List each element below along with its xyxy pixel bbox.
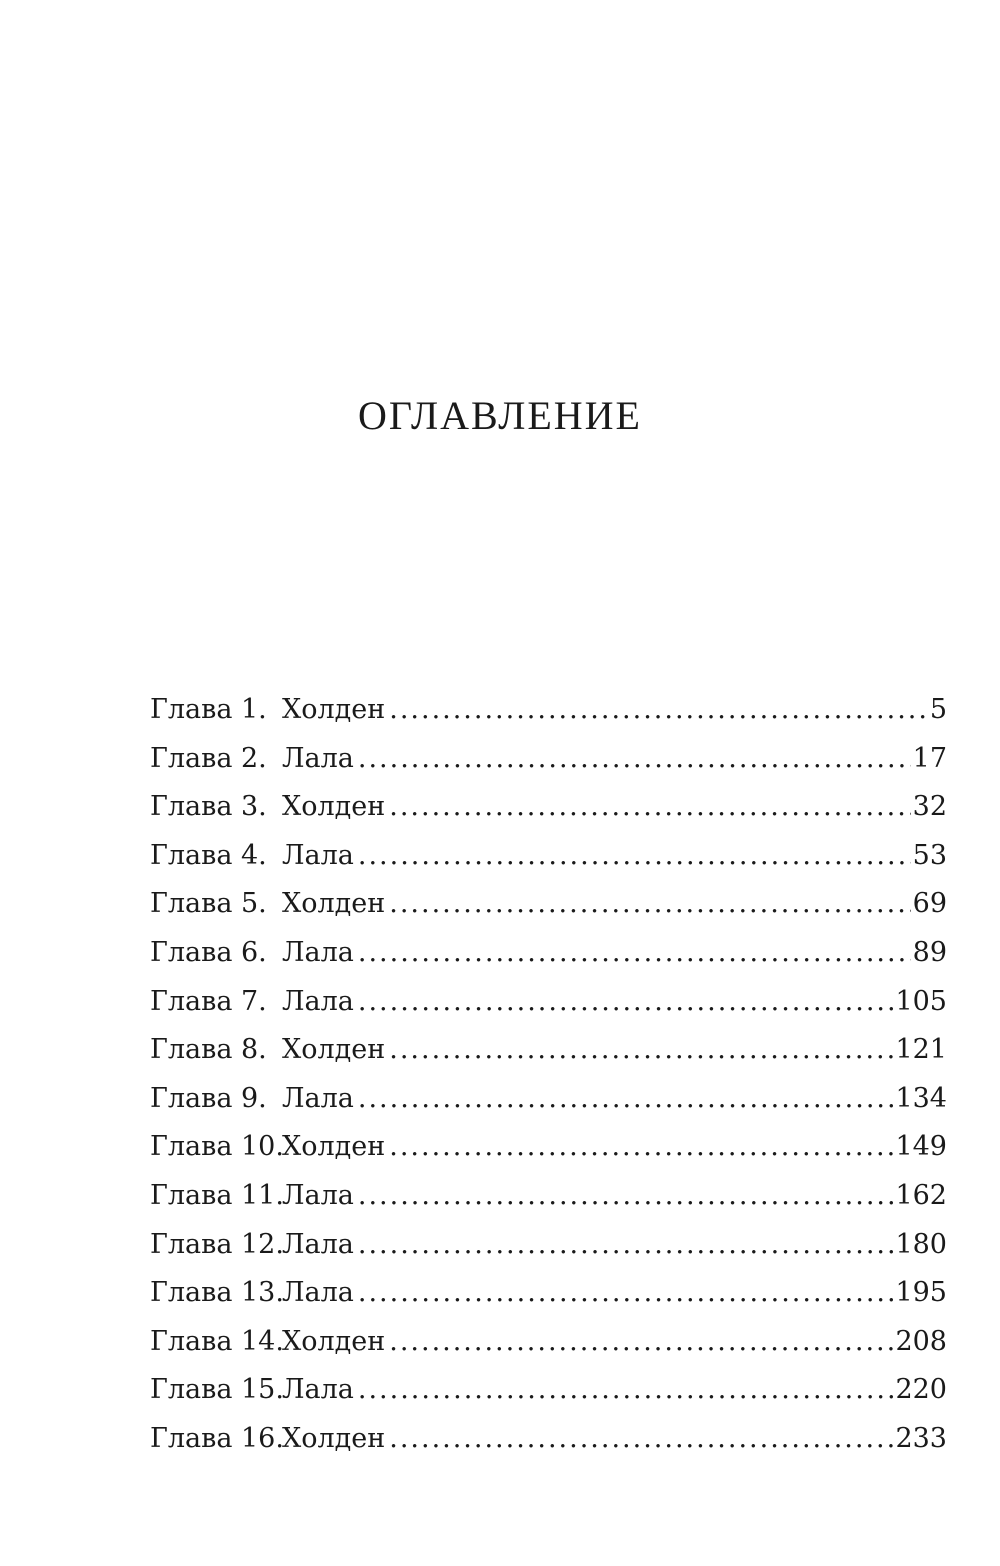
chapter-number: Глава 6. bbox=[150, 936, 267, 968]
chapter-name: Холден bbox=[282, 1034, 386, 1066]
dot-leader bbox=[389, 783, 910, 832]
page-number: 233 bbox=[895, 1422, 947, 1454]
chapter-number: Глава 13. bbox=[150, 1277, 284, 1309]
page-number: 220 bbox=[895, 1374, 947, 1406]
dot-leader bbox=[358, 1221, 894, 1270]
chapter-number: Глава 1. bbox=[150, 694, 267, 725]
dot-leader bbox=[389, 1415, 893, 1464]
page-number: 5 bbox=[929, 694, 947, 725]
page-number: 105 bbox=[895, 985, 947, 1017]
chapter-name: Лала bbox=[282, 1179, 354, 1211]
chapter-number: Глава 16. bbox=[150, 1422, 284, 1454]
chapter-name: Холден bbox=[282, 694, 386, 725]
table-of-contents bbox=[150, 686, 947, 1464]
chapter-name: Лала bbox=[282, 1228, 354, 1260]
toc-entry[interactable] bbox=[150, 880, 947, 929]
chapter-number: Глава 15. bbox=[150, 1374, 284, 1406]
chapter-number: Глава 8. bbox=[150, 1034, 267, 1066]
page-number: 53 bbox=[912, 839, 947, 871]
dot-leader bbox=[358, 978, 894, 1027]
page-number: 162 bbox=[895, 1179, 947, 1211]
dot-leader bbox=[358, 929, 911, 978]
page-number: 149 bbox=[895, 1131, 947, 1163]
dot-leader bbox=[358, 1366, 894, 1415]
dot-leader bbox=[358, 832, 911, 881]
chapter-name: Холден bbox=[282, 1325, 386, 1357]
chapter-name: Лала bbox=[282, 1277, 354, 1309]
toc-entry[interactable] bbox=[150, 1026, 947, 1075]
chapter-name: Лала bbox=[282, 839, 354, 871]
chapter-name: Лала bbox=[282, 742, 354, 774]
chapter-number: Глава 11. bbox=[150, 1179, 284, 1211]
toc-entry[interactable] bbox=[150, 1172, 947, 1221]
dot-leader bbox=[389, 686, 928, 735]
toc-entry[interactable] bbox=[150, 929, 947, 978]
toc-entry[interactable] bbox=[150, 978, 947, 1027]
chapter-number: Глава 3. bbox=[150, 791, 267, 823]
toc-entry[interactable] bbox=[150, 1123, 947, 1172]
chapter-number: Глава 12. bbox=[150, 1228, 284, 1260]
page-number: 69 bbox=[912, 888, 947, 920]
chapter-name: Холден bbox=[282, 1131, 386, 1163]
chapter-number: Глава 14. bbox=[150, 1325, 284, 1357]
chapter-number: Глава 4. bbox=[150, 839, 267, 871]
page-number: 195 bbox=[895, 1277, 947, 1309]
chapter-number: Глава 5. bbox=[150, 888, 267, 920]
chapter-number: Глава 7. bbox=[150, 985, 267, 1017]
chapter-name: Лала bbox=[282, 1374, 354, 1406]
dot-leader bbox=[358, 1172, 894, 1221]
toc-entry[interactable] bbox=[150, 832, 947, 881]
toc-entry[interactable] bbox=[150, 1318, 947, 1367]
chapter-name: Лала bbox=[282, 936, 354, 968]
chapter-name: Холден bbox=[282, 1422, 386, 1454]
toc-entry[interactable] bbox=[150, 1269, 947, 1318]
page-number: 89 bbox=[912, 936, 947, 968]
toc-entry[interactable] bbox=[150, 1415, 947, 1464]
page-number: 32 bbox=[912, 791, 947, 823]
dot-leader bbox=[389, 1123, 893, 1172]
page-number: 208 bbox=[895, 1325, 947, 1357]
toc-entry[interactable] bbox=[150, 1221, 947, 1270]
toc-entry[interactable] bbox=[150, 735, 947, 784]
chapter-number: Глава 2. bbox=[150, 742, 267, 774]
dot-leader bbox=[358, 1075, 894, 1124]
chapter-name: Лала bbox=[282, 1082, 354, 1114]
page-title: ОГЛАВЛЕНИЕ bbox=[358, 393, 642, 438]
dot-leader bbox=[389, 880, 910, 929]
chapter-name: Холден bbox=[282, 888, 386, 920]
page-number: 121 bbox=[895, 1034, 947, 1066]
chapter-name: Лала bbox=[282, 985, 354, 1017]
page-number: 17 bbox=[912, 742, 947, 774]
dot-leader bbox=[358, 1269, 894, 1318]
toc-entry[interactable] bbox=[150, 783, 947, 832]
chapter-number: Глава 10. bbox=[150, 1131, 284, 1163]
dot-leader bbox=[389, 1318, 893, 1367]
chapter-name: Холден bbox=[282, 791, 386, 823]
toc-entry[interactable] bbox=[150, 1366, 947, 1415]
page-number: 134 bbox=[895, 1082, 947, 1114]
page-number: 180 bbox=[895, 1228, 947, 1260]
dot-leader bbox=[389, 1026, 893, 1075]
dot-leader bbox=[358, 735, 911, 784]
toc-entry[interactable] bbox=[150, 1075, 947, 1124]
chapter-number: Глава 9. bbox=[150, 1082, 267, 1114]
toc-entry[interactable] bbox=[150, 686, 947, 735]
